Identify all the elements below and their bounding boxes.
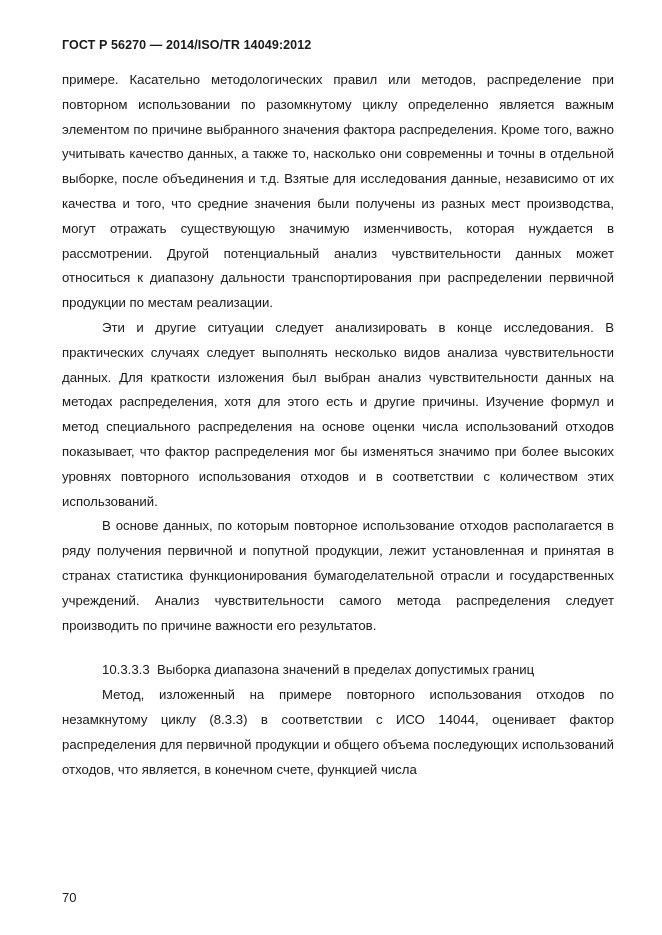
section-number: 10.3.3.3 (102, 662, 150, 678)
page-number: 70 (62, 890, 77, 905)
section-paragraph: Метод, изложенный на примере повторного использования отходов по незамкнутому циклу (8.3.3) в соответствии с ИСО 14044, оценивает фактор распределения для первичной продукции и общего объема последующих использований отходов, что является, в конечном счете, функцией числа (62, 687, 614, 777)
document-header: ГОСТ Р 56270 — 2014/ISO/TR 14049:2012 (62, 38, 312, 52)
paragraph: В основе данных, по которым повторное использование отходов располагается в ряду получения первичной и попутной продукции, лежит установленная и принятая в странах статистика функционирования бумагоделательной отрасли и государственных учреждений. Анализ чувствительности самого метода распределения следует производить по причине важности его результатов. (62, 518, 614, 633)
section-heading (62, 658, 614, 683)
paragraph-continuation: примере. Касательно методологических правил или методов, распределение при повторном использовании по разомкнутому циклу определенно является важным элементом по причине выбранного значения фактора распределения. Кроме того, важно учитывать качество данных, а также то, насколько они современны и точны в отдельной выборке, после объединения и т.д. Взятые для исследования данные, независимо от их качества и того, что средние значения были получены из разных мест производства, могут отражать существующую значимую изменчивость, которая нуждается в рассмотрении. Другой потенциальный анализ чувствительности данных может относиться к диапазону дальности транспортирования при распределении первичной продукции по местам реализации. (62, 72, 614, 311)
paragraph: Эти и другие ситуации следует анализировать в конце исследования. В практических случаях следует выполнять несколько видов анализа чувствительности данных. Для краткости изложения был выбран анализ чувствительности данных на методах распределения, хотя для этого есть и другие причины. Изучение формул и метод специального распределения на основе оценки числа использований отходов показывает, что фактор распределения мог бы изменяться значимо при более высоких уровнях повторного использования отходов и в соответствии с количеством этих использований. (62, 319, 614, 509)
document-body (62, 68, 614, 782)
section-title: Выборка диапазона значений в пределах допустимых границ (157, 662, 535, 678)
section-spacer (62, 638, 614, 658)
